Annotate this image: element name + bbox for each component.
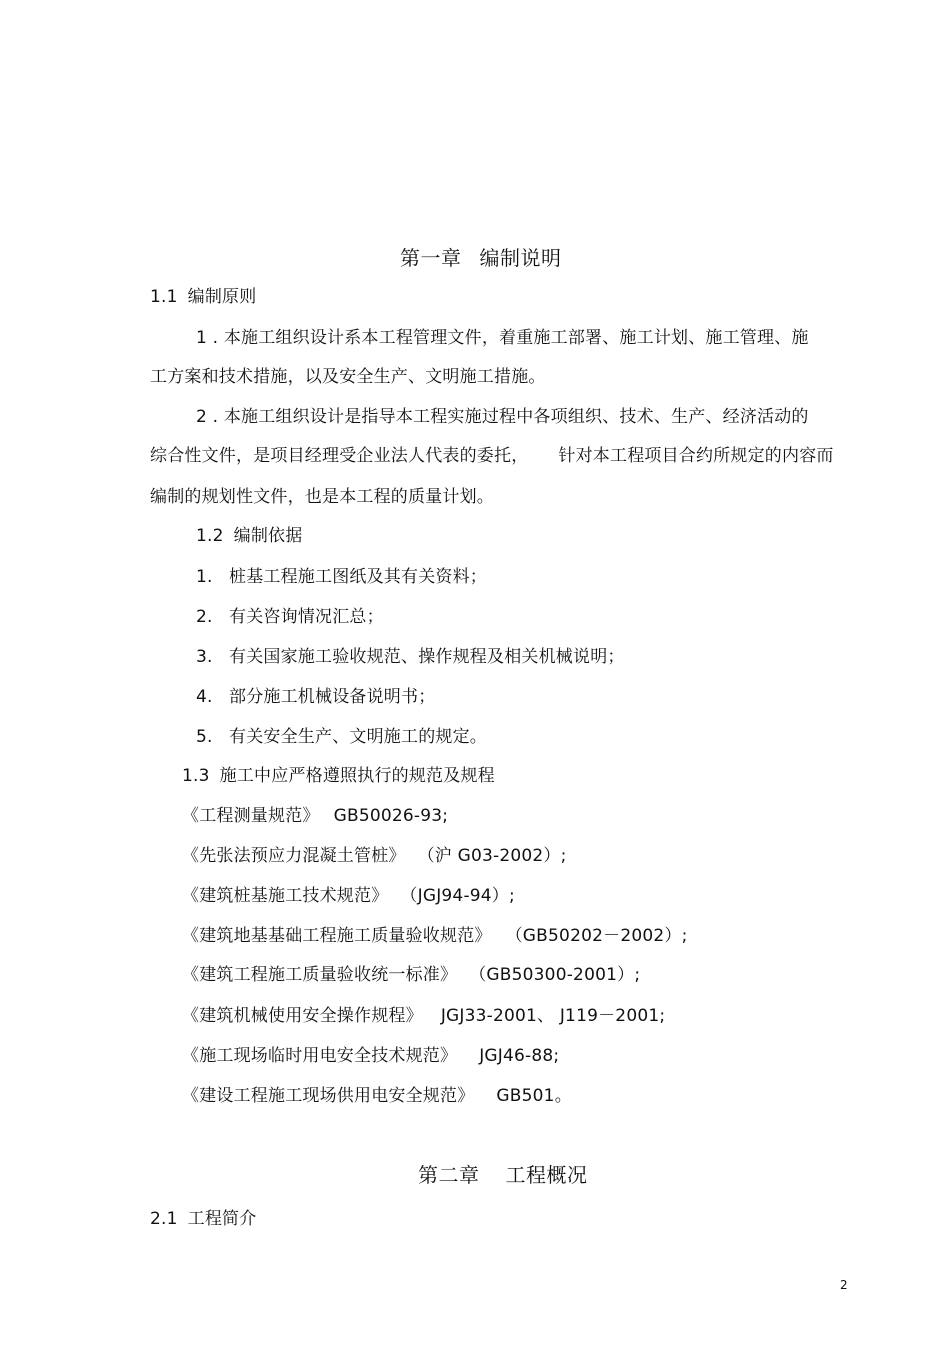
paragraph-2-line-2	[150, 445, 834, 467]
list-item-text: 有关安全生产、文明施工的规定。	[229, 727, 487, 747]
standard-name: 《先张法预应力混凝土管桩》	[182, 846, 406, 866]
list-item	[196, 606, 384, 628]
standard-code: （GB50300-2001）;	[469, 965, 641, 985]
list-item-text: 有关国家施工验收规范、操作规程及相关机械说明；	[229, 647, 625, 667]
standard-name: 《建筑工程施工质量验收统一标准》	[182, 965, 458, 985]
standard-item	[182, 1005, 665, 1027]
standard-code: GB50026-93;	[333, 806, 449, 826]
list-item	[196, 566, 487, 588]
chapter-1-heading	[400, 245, 562, 271]
standard-item	[182, 805, 448, 827]
standard-code: JGJ33-2001、 J119－2001;	[440, 1006, 666, 1026]
list-item-number: 2.	[196, 607, 213, 627]
standard-code: （沪 G03-2002）;	[417, 846, 567, 866]
paragraph-2-line-1: 2 . 本施工组织设计是指导本工程实施过程中各项组织、技术、生产、经济活动的	[196, 407, 809, 427]
list-item	[196, 726, 487, 748]
list-item-number: 3.	[196, 647, 213, 667]
section-1-1-number: 1.1	[150, 287, 178, 307]
section-1-1-heading	[150, 286, 256, 308]
list-item	[196, 646, 625, 668]
list-item-number: 4.	[196, 687, 213, 707]
section-2-1-title: 工程简介	[187, 1209, 257, 1229]
paragraph-2-line-2-part-a: 综合性文件，是项目经理受企业法人代表的委托，	[150, 446, 529, 466]
standard-name: 《建筑机械使用安全操作规程》	[182, 1006, 423, 1026]
list-item-number: 5.	[196, 727, 213, 747]
standard-name: 《工程测量规范》	[182, 806, 320, 826]
paragraph-1-line-1: 1 . 本施工组织设计系本工程管理文件，着重施工部署、施工计划、施工管理、施	[196, 328, 809, 348]
section-1-3-title: 施工中应严格遵照执行的规范及规程	[219, 766, 495, 786]
standard-item	[182, 964, 640, 986]
standard-name: 《建筑桩基施工技术规范》	[182, 886, 389, 906]
paragraph-2-line-2-part-b: 针对本工程项目合约所规定的内容而	[558, 446, 834, 466]
standard-item	[182, 885, 515, 907]
list-item-text: 有关咨询情况汇总；	[229, 607, 384, 627]
chapter-2-heading	[418, 1162, 588, 1188]
chapter-1-title: 编制说明	[479, 246, 562, 270]
chapter-1-number: 第一章	[400, 246, 462, 270]
standard-item	[182, 925, 688, 947]
standard-name: 《建设工程施工现场供用电安全规范》	[182, 1086, 475, 1106]
section-1-2-number: 1.2	[196, 526, 224, 546]
standard-code: （GB50202－2002）;	[505, 926, 688, 946]
standard-name: 《建筑地基基础工程施工质量验收规范》	[182, 926, 492, 946]
section-1-1-title: 编制原则	[187, 287, 257, 307]
section-2-1-number: 2.1	[150, 1209, 178, 1229]
list-item-text: 桩基工程施工图纸及其有关资料；	[229, 567, 487, 587]
standard-code: JGJ46-88;	[479, 1046, 560, 1066]
list-item-text: 部分施工机械设备说明书；	[229, 687, 436, 707]
section-2-1-heading	[150, 1208, 256, 1230]
list-item-number: 1.	[196, 567, 213, 587]
standard-item	[182, 1045, 559, 1067]
section-1-2-title: 编制依据	[233, 526, 303, 546]
standard-item	[182, 845, 567, 867]
standard-item	[182, 1085, 572, 1107]
standard-code: （JGJ94-94）;	[400, 886, 515, 906]
chapter-2-number: 第二章	[418, 1163, 480, 1187]
paragraph-1-line-2: 工方案和技术措施，以及安全生产、文明施工措施。	[150, 367, 546, 387]
section-1-3-number: 1.3	[182, 766, 210, 786]
list-item	[196, 686, 435, 708]
standard-code: GB501。	[496, 1086, 572, 1106]
chapter-2-title: 工程概况	[505, 1163, 588, 1187]
section-1-2-heading	[196, 525, 302, 547]
section-1-3-heading	[182, 765, 495, 787]
paragraph-2-line-3: 编制的规划性文件，也是本工程的质量计划。	[150, 487, 494, 507]
page-number: 2	[840, 1278, 848, 1292]
standard-name: 《施工现场临时用电安全技术规范》	[182, 1046, 458, 1066]
